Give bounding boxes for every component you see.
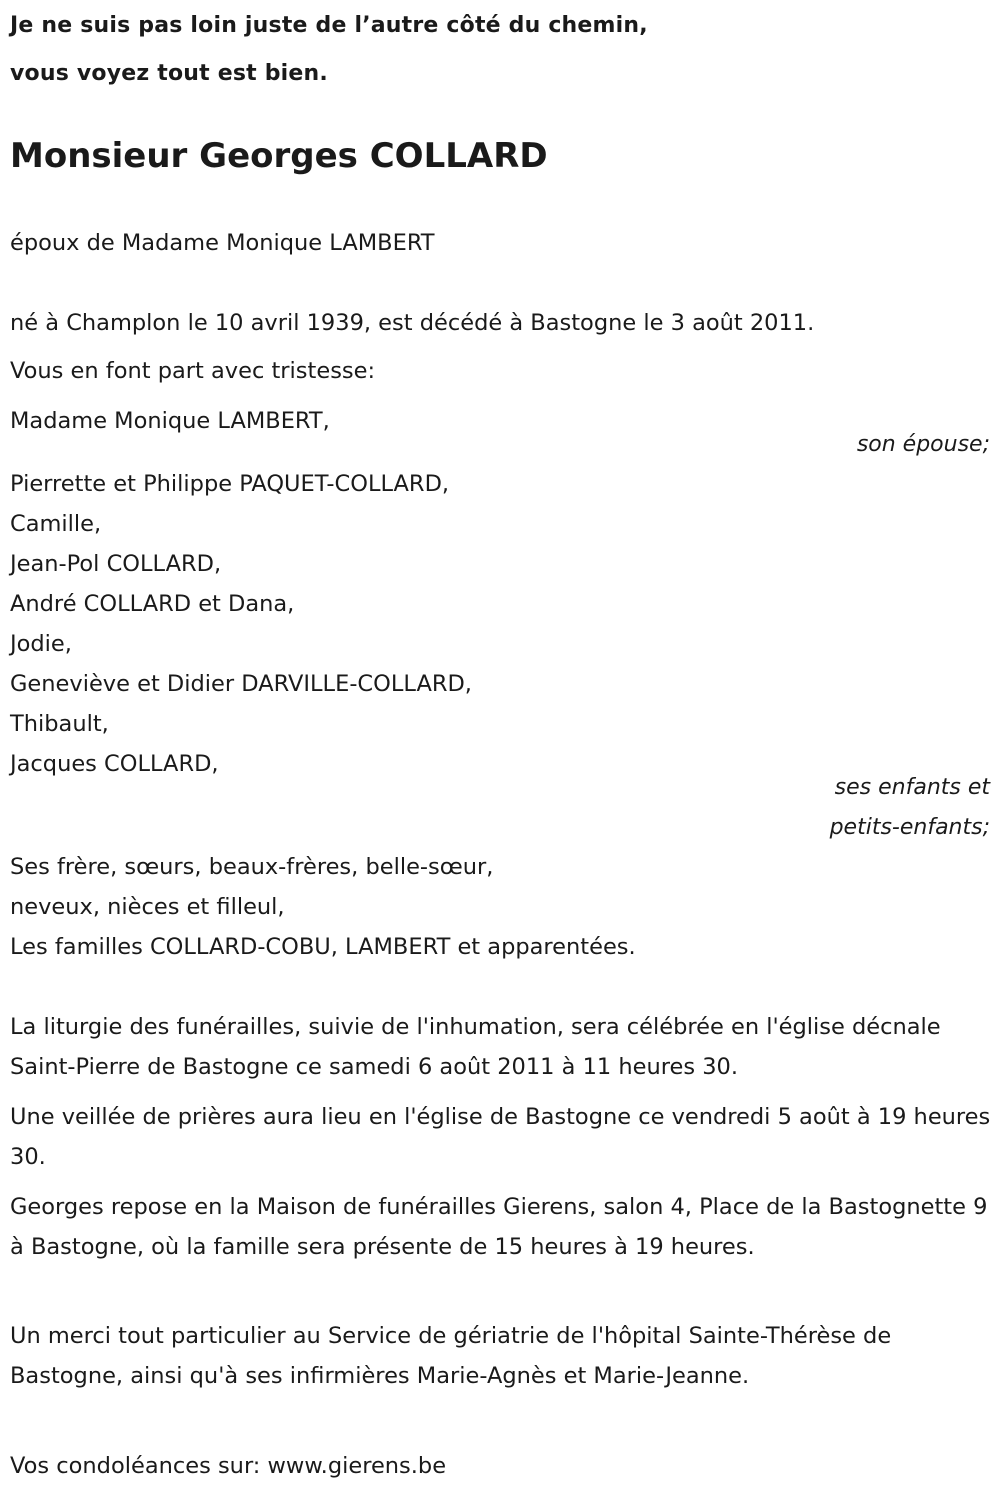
quote-line-1: Je ne suis pas loin juste de l’autre côté du chemin, <box>10 13 648 38</box>
spouse-role: son épouse; <box>856 432 990 457</box>
child-line: Jodie, <box>10 631 72 657</box>
child-line: Camille, <box>10 511 102 537</box>
funeral-paragraph: La liturgie des funérailles, suivie de l'inhumation, sera célébrée en l'église décnale Saint-Pierre de Bastogne ce samedi 6 août 2011 à 11 heures 30. <box>10 1014 941 1080</box>
birth-death-line: né à Champlon le 10 avril 1939, est décédé à Bastogne le 3 août 2011. <box>10 310 815 336</box>
children-role-line-1: ses enfants et <box>834 775 990 800</box>
announcement-intro: Vous en font part avec tristesse: <box>10 358 376 384</box>
family-line: Ses frère, sœurs, beaux-frères, belle-sœur, <box>10 854 494 880</box>
rest-paragraph: Georges repose en la Maison de funérailles Gierens, salon 4, Place de la Bastognette 9 à Bastogne, où la famille sera présente de 15 heures à 19 heures. <box>10 1194 988 1260</box>
vigil-paragraph: Une veillée de prières aura lieu en l'église de Bastogne ce vendredi 5 août à 19 heures 30. <box>10 1104 991 1170</box>
child-line: André COLLARD et Dana, <box>10 591 295 617</box>
spouse-line: époux de Madame Monique LAMBERT <box>10 230 435 256</box>
quote-line-2: vous voyez tout est bien. <box>10 61 328 86</box>
children-role-line-2: petits-enfants; <box>829 815 990 840</box>
family-line: Les familles COLLARD-COBU, LAMBERT et apparentées. <box>10 934 636 960</box>
spouse-name: Madame Monique LAMBERT, <box>10 408 330 434</box>
family-line: neveux, nièces et filleul, <box>10 894 285 920</box>
condolences-line: Vos condoléances sur: www.gierens.be <box>10 1453 447 1479</box>
child-line: Jacques COLLARD, <box>10 751 219 777</box>
child-line: Jean-Pol COLLARD, <box>10 551 222 577</box>
child-line: Thibault, <box>10 711 109 737</box>
thanks-paragraph: Un merci tout particulier au Service de gériatrie de l'hôpital Sainte-Thérèse de Bastogne, ainsi qu'à ses infirmières Marie-Agnès et Marie-Jeanne. <box>10 1323 892 1389</box>
child-line: Pierrette et Philippe PAQUET-COLLARD, <box>10 471 450 497</box>
child-line: Geneviève et Didier DARVILLE-COLLARD, <box>10 671 472 697</box>
deceased-name: Monsieur Georges COLLARD <box>10 136 548 176</box>
